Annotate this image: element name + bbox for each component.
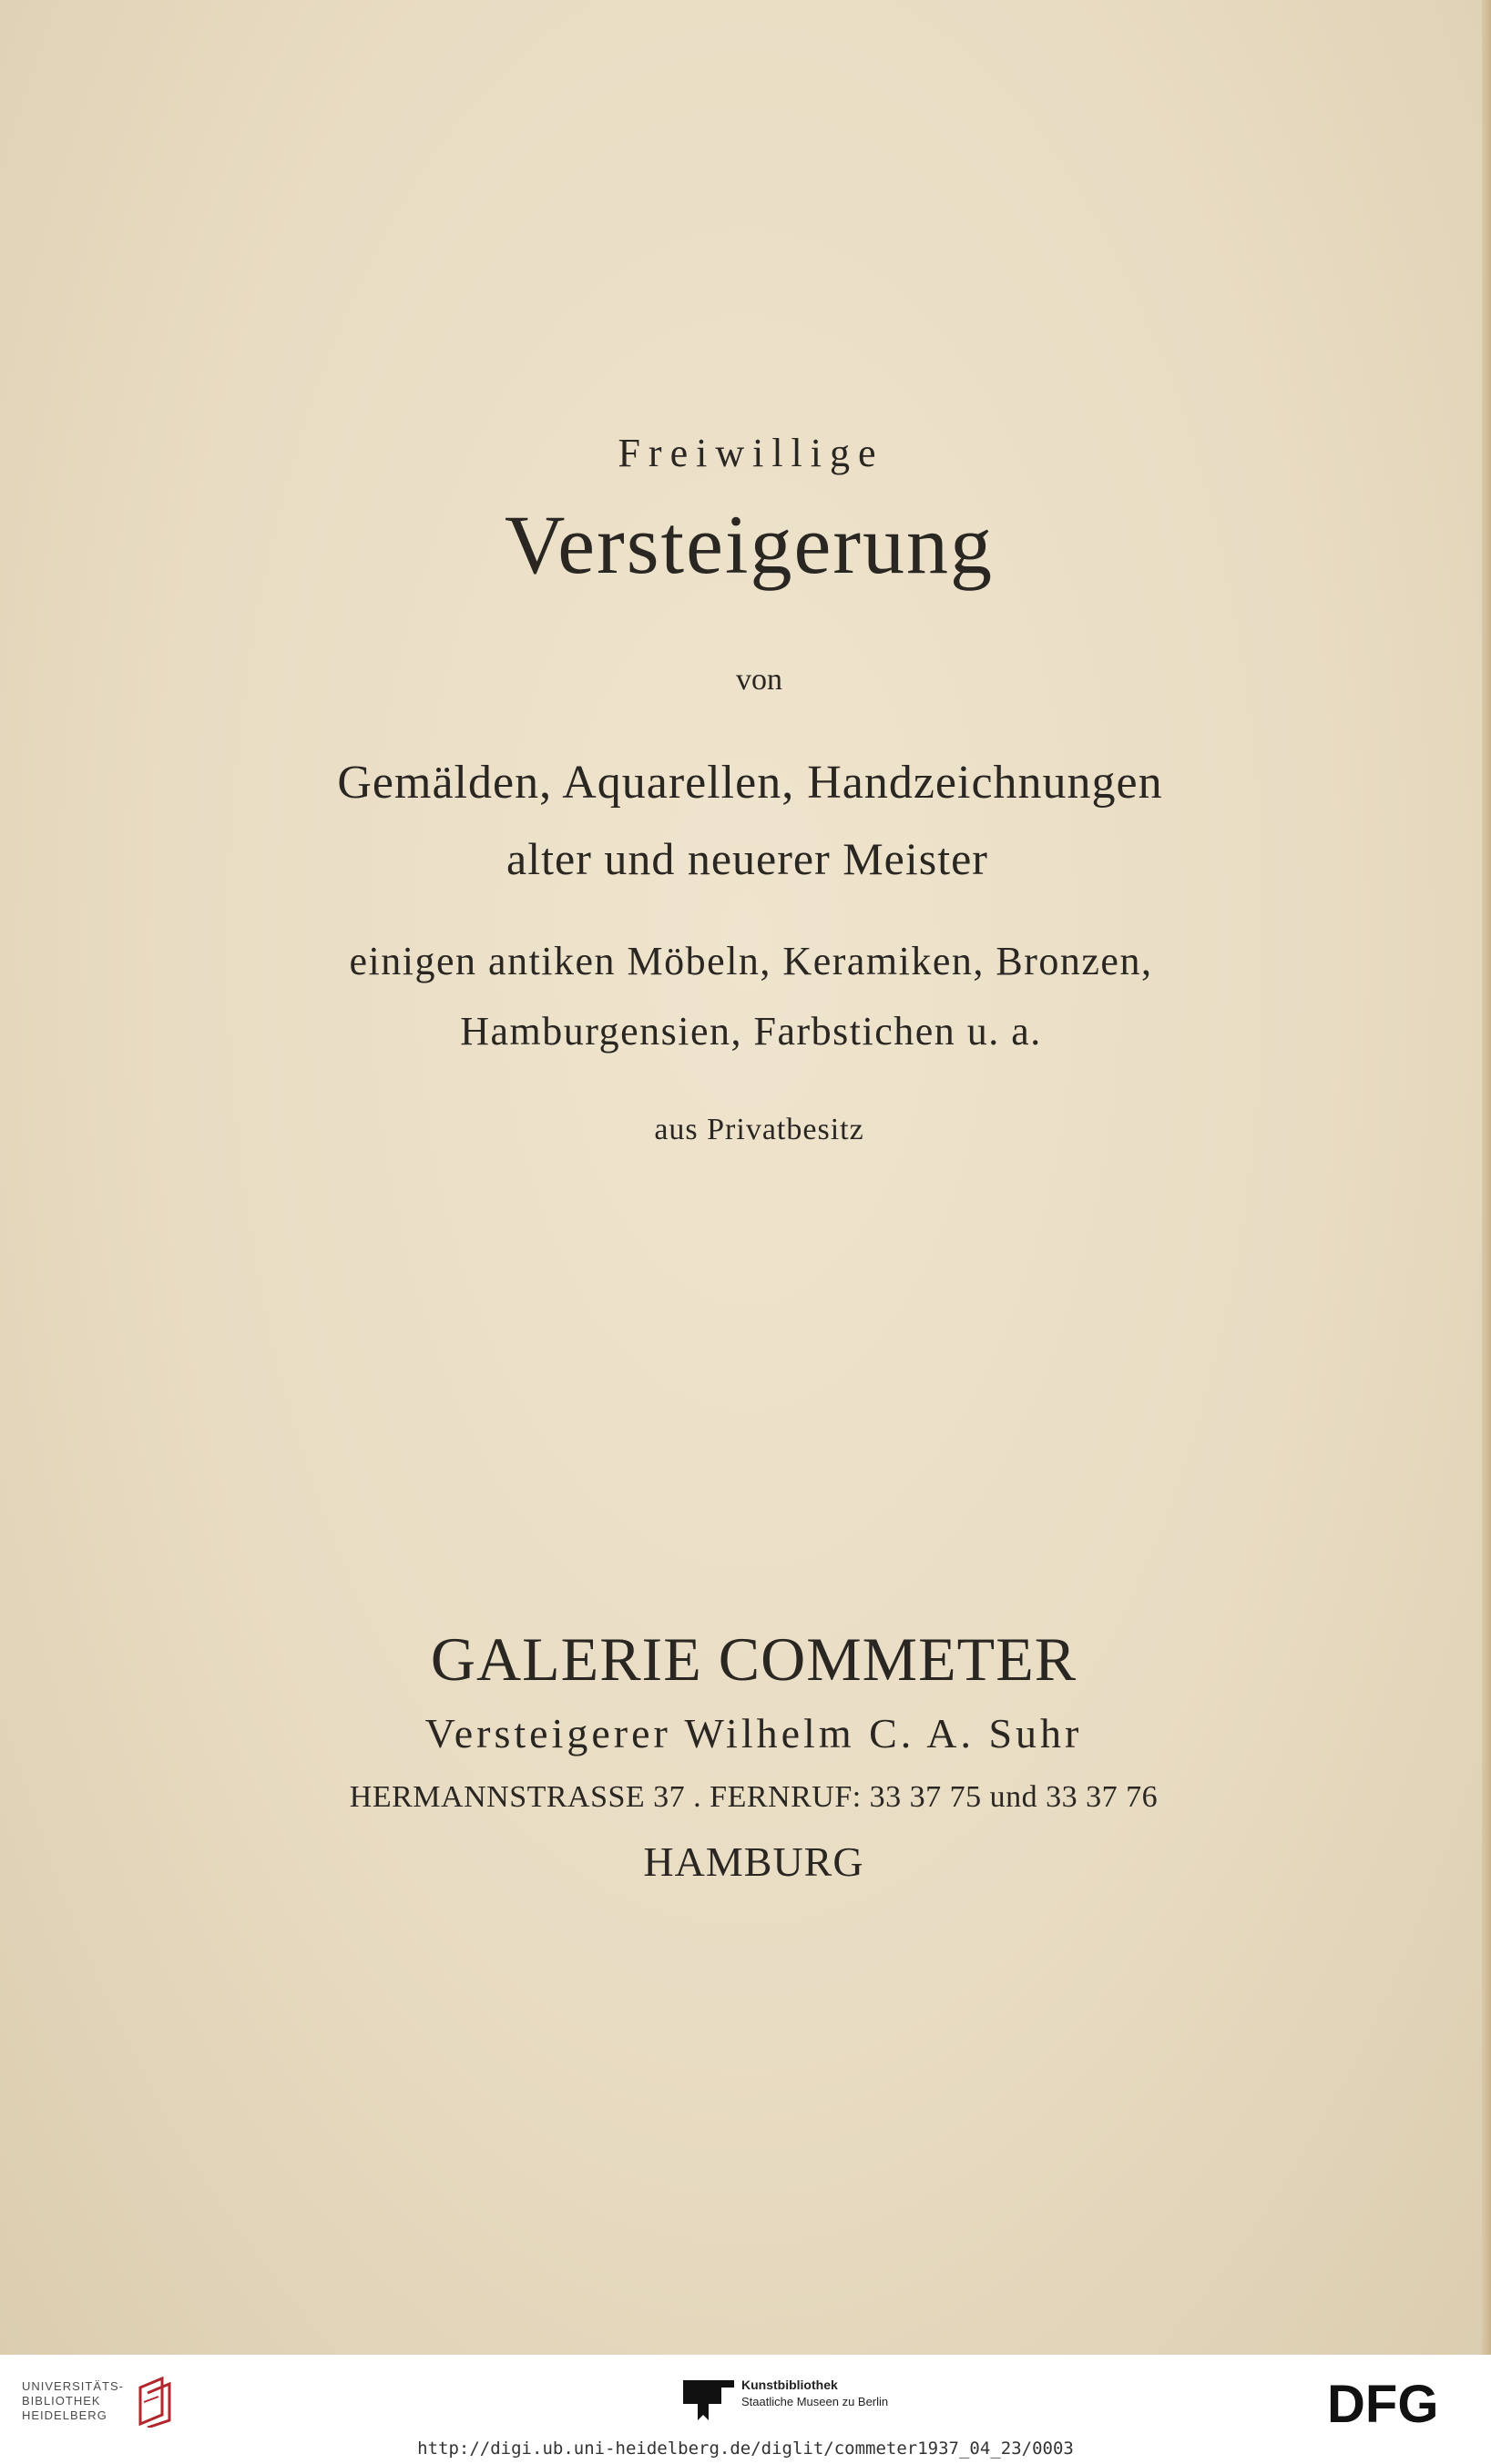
uni-logo-line: HEIDELBERG	[22, 2408, 107, 2422]
uni-logo-line: BIBLIOTHEK	[22, 2394, 101, 2408]
kunstbibliothek-logo[interactable]	[741, 2377, 888, 2411]
page-title: Versteigerung	[505, 498, 994, 591]
subject-line-3: einigen antiken Möbeln, Keramiken, Bronzen,	[349, 939, 1153, 983]
uni-logo-line: UNIVERSITÄTS-	[22, 2379, 124, 2393]
provenance-text: aus Privatbesitz	[654, 1113, 864, 1146]
page-url[interactable]: http://digi.ub.uni-heidelberg.de/diglit/commeter1937_04_23/0003	[417, 2439, 1074, 2459]
dfg-logo-icon[interactable]	[1325, 2375, 1471, 2431]
subject-line-4: Hamburgensien, Farbstichen u. a.	[460, 1009, 1042, 1054]
heidelberg-library-logo[interactable]	[22, 2379, 124, 2423]
kunstbibliothek-subtitle: Staatliche Museen zu Berlin	[741, 2395, 889, 2408]
gallery-name: GALERIE COMMETER	[430, 1624, 1077, 1694]
von-text: von	[736, 663, 782, 697]
heidelberg-library-logo-icon	[135, 2375, 177, 2428]
viewer-footer	[0, 2355, 1491, 2464]
page-edge	[1482, 0, 1491, 2355]
auctioneer-text: Versteigerer Wilhelm C. A. Suhr	[424, 1710, 1083, 1756]
dfg-logo-text: DFG	[1327, 2375, 1439, 2431]
kunstbibliothek-logo-icon	[681, 2375, 736, 2426]
subject-line-1: Gemälden, Aquarellen, Handzeichnungen	[337, 757, 1163, 809]
kunstbibliothek-name: Kunstbibliothek	[741, 2377, 838, 2392]
city-text: HAMBURG	[643, 1838, 864, 1885]
address-text: HERMANNSTRASSE 37 . FERNRUF: 33 37 75 und 33 37 76	[349, 1780, 1159, 1814]
subject-line-2: alter und neuerer Meister	[506, 833, 988, 884]
kicker-text: Freiwillige	[618, 431, 884, 475]
